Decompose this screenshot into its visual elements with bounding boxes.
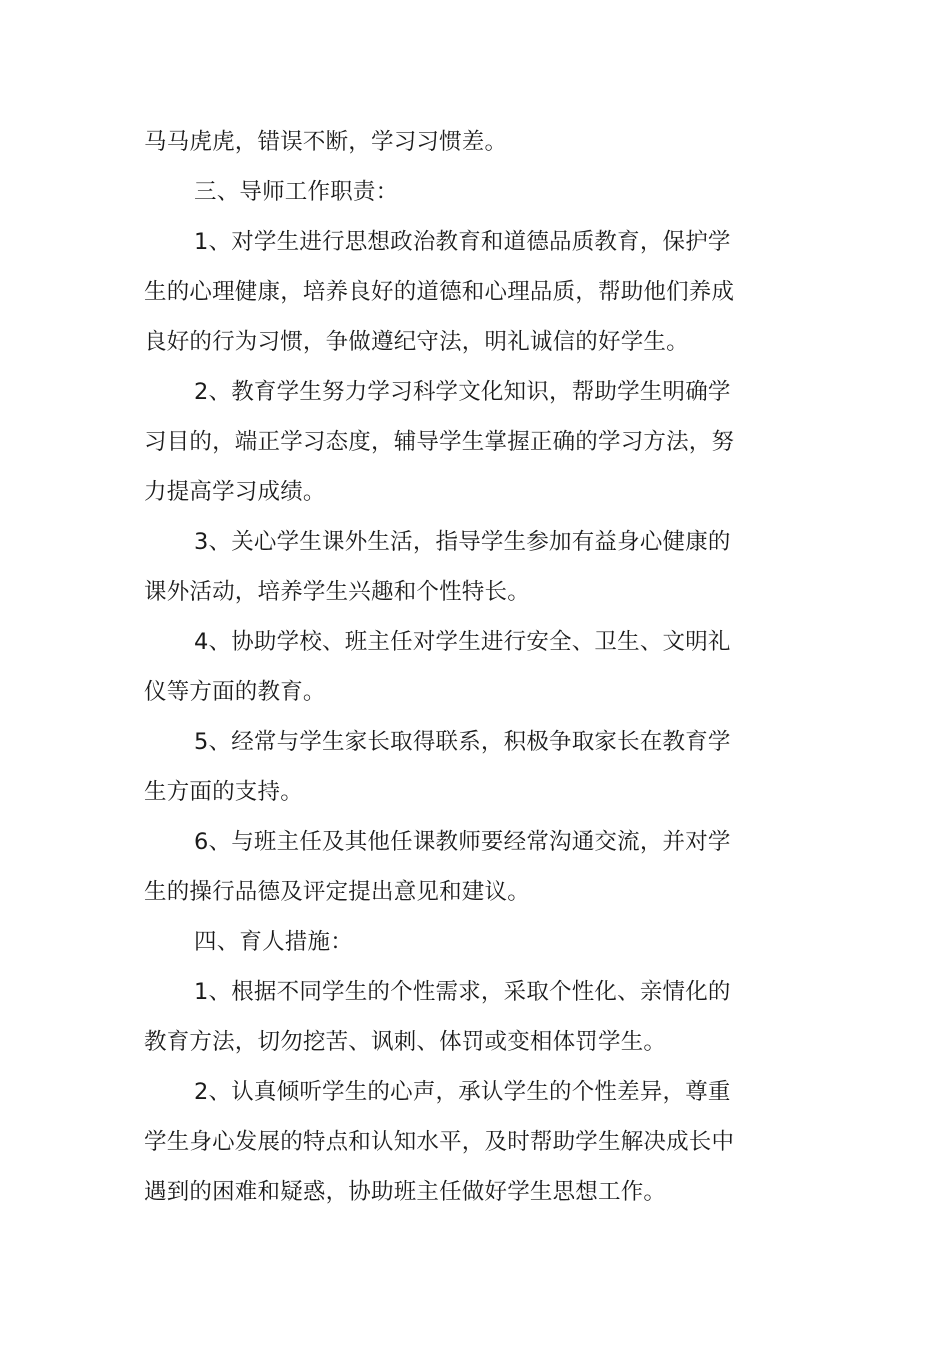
text-line: 4、协助学校、班主任对学生进行安全、卫生、文明礼	[194, 629, 731, 655]
text-line: 力提高学习成绩。	[144, 479, 326, 505]
section-heading-duties: 三、导师工作职责：	[194, 179, 399, 205]
text-line: 学生身心发展的特点和认知水平，及时帮助学生解决成长中	[144, 1129, 735, 1155]
section-heading-measures: 四、育人措施：	[194, 929, 353, 955]
text-line: 1、根据不同学生的个性需求，采取个性化、亲情化的	[194, 979, 731, 1005]
text-line: 5、经常与学生家长取得联系，积极争取家长在教育学	[194, 729, 731, 755]
text-line: 6、与班主任及其他任课教师要经常沟通交流，并对学	[194, 829, 731, 855]
text-line: 2、认真倾听学生的心声，承认学生的个性差异，尊重	[194, 1079, 731, 1105]
text-line: 生的操行品德及评定提出意见和建议。	[144, 879, 530, 905]
text-line: 1、对学生进行思想政治教育和道德品质教育，保护学	[194, 229, 731, 255]
text-line: 生的心理健康，培养良好的道德和心理品质，帮助他们养成	[144, 279, 735, 305]
text-line: 2、教育学生努力学习科学文化知识，帮助学生明确学	[194, 379, 731, 405]
text-line: 3、关心学生课外生活，指导学生参加有益身心健康的	[194, 529, 731, 555]
text-line: 遇到的困难和疑惑，协助班主任做好学生思想工作。	[144, 1179, 667, 1205]
text-line: 习目的，端正学习态度，辅导学生掌握正确的学习方法，努	[144, 429, 735, 455]
text-line: 马马虎虎，错误不断，学习习惯差。	[144, 129, 508, 155]
text-line: 仪等方面的教育。	[144, 679, 326, 705]
text-line: 课外活动，培养学生兴趣和个性特长。	[144, 579, 530, 605]
text-line: 良好的行为习惯，争做遵纪守法，明礼诚信的好学生。	[144, 329, 689, 355]
text-line: 教育方法，切勿挖苦、讽刺、体罚或变相体罚学生。	[144, 1029, 667, 1055]
text-line: 生方面的支持。	[144, 779, 303, 805]
